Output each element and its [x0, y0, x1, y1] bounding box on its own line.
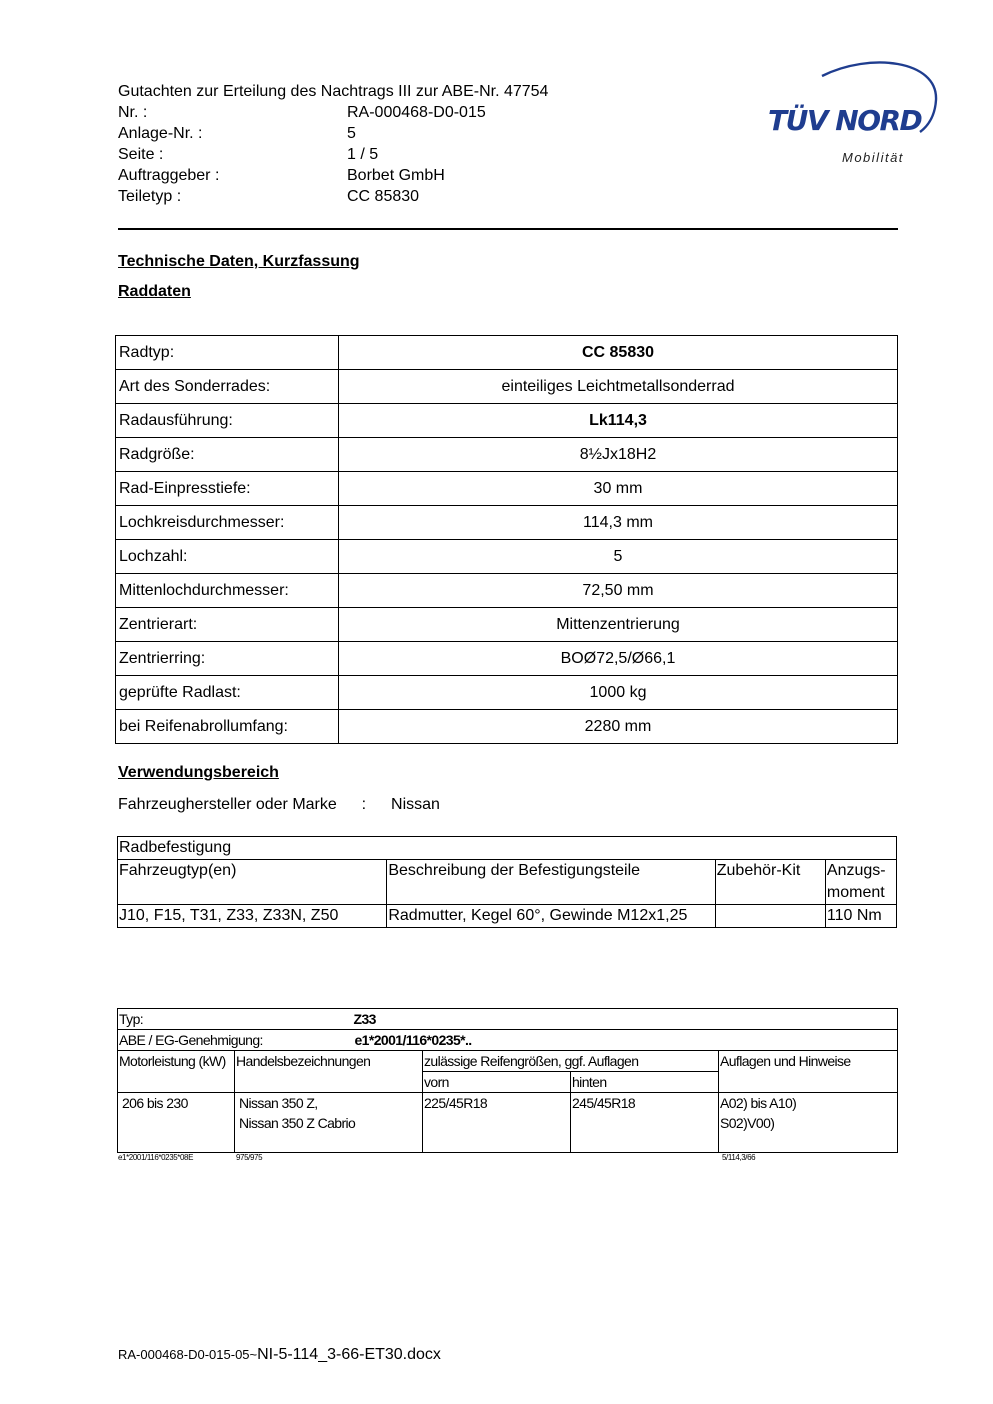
table-row — [116, 404, 898, 438]
footer-prefix: RA-000468-D0-015-05~ — [118, 1347, 258, 1362]
wheel-value: 114,3 mm — [339, 506, 898, 540]
footer-filename — [118, 1346, 441, 1364]
fastening-header-vehicle-types: Fahrzeugtyp(en) — [118, 860, 387, 905]
wheel-value: 2280 mm — [339, 710, 898, 744]
table-row — [118, 1093, 898, 1153]
wheel-label: Art des Sonderrades: — [116, 370, 339, 404]
fastening-header-kit: Zubehör-Kit — [715, 860, 825, 905]
table-row — [118, 860, 897, 905]
notes-cell — [719, 1093, 898, 1153]
abe-label: ABE / EG-Genehmigung: — [118, 1030, 423, 1051]
power-value: 206 bis 230 — [118, 1093, 235, 1153]
wheel-value: 30 mm — [339, 472, 898, 506]
header-value-seite: 1 / 5 — [347, 146, 379, 163]
wheel-value: Lk114,3 — [339, 404, 898, 438]
header-value-teiletyp: CC 85830 — [347, 188, 420, 205]
fastening-torque: 110 Nm — [825, 905, 896, 928]
wheel-label: Mittenlochdurchmesser: — [116, 574, 339, 608]
logo-subtitle: Mobilität — [842, 150, 904, 165]
abe-value-text: e1*2001/116*0235*.. — [354, 1032, 472, 1048]
type-value-text: Z33 — [353, 1011, 376, 1027]
header-trade-names: Handelsbezeichnungen — [235, 1051, 423, 1093]
notes-line-2: S02)V00) — [720, 1115, 775, 1131]
table-row — [116, 608, 898, 642]
fastening-kit — [715, 905, 825, 928]
table-row — [116, 574, 898, 608]
header-divider — [118, 228, 898, 230]
fastening-header-description: Beschreibung der Befestigungsteile — [387, 860, 715, 905]
header-power: Motorleistung (kW) — [118, 1051, 235, 1093]
table-row — [118, 1051, 898, 1072]
tiny-code-3: 5/114,3/66 — [722, 1153, 756, 1162]
table-row — [116, 642, 898, 676]
manufacturer-value: Nissan — [391, 796, 440, 813]
wheel-data-table — [115, 335, 898, 744]
header-value-auftraggeber: Borbet GmbH — [347, 167, 445, 184]
table-row — [116, 506, 898, 540]
wheel-value: 5 — [339, 540, 898, 574]
wheel-label: Zentrierart: — [116, 608, 339, 642]
manufacturer-separator: : — [361, 796, 367, 813]
fastening-vehicle-types: J10, F15, T31, Z33, Z33N, Z50 — [118, 905, 387, 928]
table-row — [116, 472, 898, 506]
wheel-value: 8½Jx18H2 — [339, 438, 898, 472]
wheel-label: bei Reifenabrollumfang: — [116, 710, 339, 744]
wheel-label: Rad-Einpresstiefe: — [116, 472, 339, 506]
fastening-header-torque: Anzugs-moment — [825, 860, 896, 905]
header-label-auftraggeber: Auftraggeber : — [118, 167, 220, 184]
table-row — [116, 336, 898, 370]
tiny-code-1: e1*2001/116*0235*08E — [118, 1153, 194, 1162]
header-label-teiletyp: Teiletyp : — [118, 188, 182, 205]
fastening-title: Radbefestigung — [118, 837, 897, 860]
header-value-anlage: 5 — [347, 125, 356, 142]
wheel-value: 1000 kg — [339, 676, 898, 710]
tiny-code-2: 975/975 — [236, 1153, 263, 1162]
table-row — [116, 676, 898, 710]
header-label-seite: Seite : — [118, 146, 164, 163]
notes-line-1: A02) bis A10) — [720, 1095, 797, 1111]
trade-name-1: Nissan 350 Z, — [239, 1095, 318, 1111]
wheel-label: Zentrierring: — [116, 642, 339, 676]
front-tire: 225/45R18 — [423, 1093, 571, 1153]
trade-names-cell — [235, 1093, 423, 1153]
footer-file: NI-5-114_3-66-ET30.docx — [257, 1346, 441, 1363]
type-label: Typ: — [118, 1009, 423, 1030]
header-tire-sizes: zulässige Reifengrößen, ggf. Auflagen — [423, 1051, 719, 1072]
table-row — [118, 905, 897, 928]
wheel-value: 72,50 mm — [339, 574, 898, 608]
section-heading-tech-summary: Technische Daten, Kurzfassung — [118, 253, 360, 270]
abe-value — [354, 1030, 898, 1051]
table-row — [116, 370, 898, 404]
manufacturer-line — [118, 796, 440, 814]
wheel-label: Lochkreisdurchmesser: — [116, 506, 339, 540]
header-label-nr: Nr. : — [118, 104, 148, 121]
section-heading-wheel-data: Raddaten — [118, 283, 191, 300]
header-label-anlage: Anlage-Nr. : — [118, 125, 203, 142]
table-row — [118, 1030, 898, 1051]
header-value-nr: RA-000468-D0-015 — [347, 104, 486, 121]
trade-name-2: Nissan 350 Z Cabrio — [239, 1115, 356, 1131]
wheel-label: Lochzahl: — [116, 540, 339, 574]
table-row — [118, 1009, 898, 1030]
wheel-value: einteiliges Leichtmetallsonderrad — [339, 370, 898, 404]
logo-wordmark: TÜV NORD — [768, 104, 922, 137]
table-row — [116, 710, 898, 744]
document-title: Gutachten zur Erteilung des Nachtrags III zur ABE-Nr. 47754 — [118, 83, 549, 100]
wheel-value: CC 85830 — [339, 336, 898, 370]
type-value — [353, 1009, 898, 1030]
wheel-value: BOØ72,5/Ø66,1 — [339, 642, 898, 676]
fastening-table — [117, 836, 897, 928]
wheel-label: Radtyp: — [116, 336, 339, 370]
manufacturer-label: Fahrzeughersteller oder Marke — [118, 796, 337, 813]
table-row — [116, 540, 898, 574]
rear-tire: 245/45R18 — [571, 1093, 719, 1153]
header-rear: hinten — [571, 1072, 719, 1093]
wheel-value: Mittenzentrierung — [339, 608, 898, 642]
header-front: vorn — [423, 1072, 571, 1093]
table-row — [116, 438, 898, 472]
wheel-label: Radausführung: — [116, 404, 339, 438]
section-heading-usage: Verwendungsbereich — [118, 764, 279, 781]
header-notes: Auflagen und Hinweise — [719, 1051, 898, 1093]
type-approval-table — [117, 1008, 898, 1153]
table-row — [118, 837, 897, 860]
fastening-description: Radmutter, Kegel 60°, Gewinde M12x1,25 — [387, 905, 715, 928]
wheel-label: Radgröße: — [116, 438, 339, 472]
wheel-label: geprüfte Radlast: — [116, 676, 339, 710]
